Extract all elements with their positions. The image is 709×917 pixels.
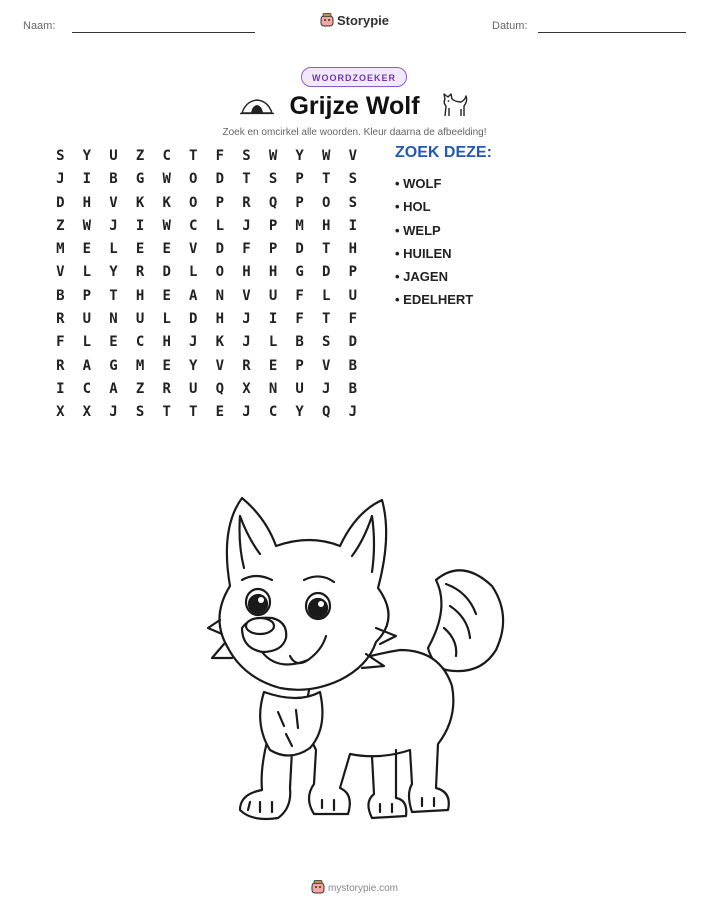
- grid-cell[interactable]: D: [162, 264, 171, 281]
- grid-cell[interactable]: O: [189, 194, 198, 211]
- grid-cell[interactable]: Y: [82, 148, 92, 164]
- grid-cell[interactable]: H: [348, 241, 358, 258]
- grid-cell[interactable]: L: [189, 264, 198, 281]
- grid-cell[interactable]: D: [215, 171, 225, 188]
- grid-cell[interactable]: J: [348, 404, 358, 421]
- grid-cell[interactable]: W: [162, 171, 171, 188]
- grid-cell[interactable]: C: [135, 334, 145, 351]
- grid-cell[interactable]: P: [295, 194, 304, 211]
- grid-cell[interactable]: N: [268, 380, 278, 397]
- grid-cell[interactable]: P: [82, 287, 92, 304]
- grid-row: [47, 238, 366, 261]
- word-list: [395, 144, 492, 312]
- date-line[interactable]: [538, 32, 686, 33]
- grid-cell[interactable]: P: [215, 194, 225, 211]
- grid-cell[interactable]: A: [109, 380, 118, 397]
- grid-row: [47, 308, 366, 331]
- word-list-item: • JAGEN: [395, 269, 448, 285]
- grid-cell[interactable]: T: [109, 287, 118, 304]
- grid-cell[interactable]: O: [189, 171, 198, 188]
- grid-cell[interactable]: E: [109, 334, 118, 351]
- grid-cell[interactable]: Q: [322, 404, 331, 421]
- grid-cell[interactable]: M: [56, 241, 65, 258]
- grid-cell[interactable]: L: [268, 334, 278, 351]
- grid-row: [47, 145, 366, 168]
- grid-cell[interactable]: F: [56, 334, 65, 351]
- grid-cell[interactable]: J: [242, 334, 251, 351]
- grid-cell[interactable]: A: [82, 357, 92, 374]
- grid-cell[interactable]: I: [82, 171, 92, 188]
- grid-cell[interactable]: Z: [135, 380, 145, 397]
- grid-cell[interactable]: Z: [135, 148, 145, 164]
- grid-cell[interactable]: K: [162, 194, 171, 211]
- grid-cell[interactable]: H: [322, 217, 331, 234]
- grid-cell[interactable]: W: [322, 148, 331, 164]
- grid-cell[interactable]: T: [162, 404, 171, 421]
- grid-cell[interactable]: J: [109, 217, 118, 234]
- grid-cell[interactable]: H: [162, 334, 171, 351]
- grid-cell[interactable]: S: [348, 194, 358, 211]
- grid-cell[interactable]: R: [135, 264, 145, 281]
- grid-cell[interactable]: E: [135, 241, 145, 258]
- grid-cell[interactable]: M: [135, 357, 145, 374]
- wolf-illustration[interactable]: [200, 488, 510, 833]
- grid-cell[interactable]: D: [56, 194, 65, 211]
- grid-cell[interactable]: L: [109, 241, 118, 258]
- grid-cell[interactable]: P: [268, 241, 278, 258]
- grid-cell[interactable]: G: [135, 171, 145, 188]
- grid-cell[interactable]: V: [322, 357, 331, 374]
- grid-cell[interactable]: Y: [295, 404, 304, 421]
- grid-cell[interactable]: O: [322, 194, 331, 211]
- grid-cell[interactable]: E: [215, 404, 225, 421]
- grid-row: [47, 192, 366, 215]
- grid-cell[interactable]: Z: [56, 217, 65, 234]
- grid-cell[interactable]: T: [242, 171, 251, 188]
- word-list-title: ZOEK DEZE:: [395, 144, 492, 161]
- grid-cell[interactable]: J: [109, 404, 118, 421]
- instructions: Zoek en omcirkel alle woorden. Kleur daarna de afbeelding!: [222, 127, 487, 138]
- grid-cell[interactable]: C: [268, 404, 278, 421]
- grid-cell[interactable]: O: [215, 264, 225, 281]
- grid-cell[interactable]: S: [135, 404, 145, 421]
- grid-cell[interactable]: T: [322, 311, 331, 328]
- grid-cell[interactable]: F: [348, 311, 358, 328]
- grid-cell[interactable]: K: [215, 334, 225, 351]
- grid-cell[interactable]: S: [56, 148, 65, 164]
- grid-cell[interactable]: B: [348, 357, 358, 374]
- grid-cell[interactable]: D: [322, 264, 331, 281]
- grid-cell[interactable]: N: [215, 287, 225, 304]
- grid-row: [47, 355, 366, 378]
- grid-cell[interactable]: S: [322, 334, 331, 351]
- grid-cell[interactable]: E: [82, 241, 92, 258]
- word-list-item: • WOLF: [395, 176, 442, 191]
- date-label: Datum:: [492, 20, 528, 32]
- grid-cell[interactable]: C: [82, 380, 92, 397]
- grid-cell[interactable]: J: [322, 380, 331, 397]
- grid-cell[interactable]: H: [82, 194, 92, 211]
- grid-cell[interactable]: T: [322, 171, 331, 188]
- grid-cell[interactable]: U: [82, 311, 92, 328]
- grid-cell[interactable]: T: [189, 148, 198, 164]
- grid-row: [47, 285, 366, 308]
- word-list-item: • WELP: [395, 222, 441, 238]
- grid-cell[interactable]: S: [348, 171, 358, 188]
- grid-cell[interactable]: Q: [215, 380, 225, 397]
- page-title: Grijze Wolf: [289, 92, 420, 120]
- grid-cell[interactable]: X: [242, 380, 251, 397]
- grid-cell[interactable]: H: [215, 311, 225, 328]
- grid-cell[interactable]: C: [189, 217, 198, 234]
- grid-cell[interactable]: W: [82, 217, 92, 234]
- grid-cell[interactable]: V: [215, 357, 225, 374]
- grid-cell[interactable]: J: [56, 171, 65, 188]
- grid-cell[interactable]: D: [189, 311, 198, 328]
- grid-cell[interactable]: B: [295, 334, 304, 351]
- grid-cell[interactable]: V: [56, 264, 65, 281]
- grid-cell[interactable]: D: [295, 241, 304, 258]
- grid-cell[interactable]: P: [295, 171, 304, 188]
- grid-cell[interactable]: V: [109, 194, 118, 211]
- storypie-logo-icon: [311, 880, 325, 894]
- grid-cell[interactable]: V: [242, 287, 251, 304]
- word-list-item: • EDELHERT: [395, 292, 474, 308]
- grid-cell[interactable]: P: [268, 217, 278, 234]
- grid-cell[interactable]: Y: [109, 264, 118, 281]
- grid-cell[interactable]: L: [322, 287, 331, 304]
- grid-cell[interactable]: E: [162, 357, 171, 374]
- grid-cell[interactable]: R: [56, 357, 65, 374]
- grid-cell[interactable]: I: [268, 311, 278, 328]
- grid-cell[interactable]: L: [82, 264, 92, 281]
- grid-cell[interactable]: I: [135, 217, 145, 234]
- grid-cell[interactable]: E: [162, 241, 171, 258]
- grid-row: [47, 401, 366, 424]
- grid-cell[interactable]: F: [295, 287, 304, 304]
- grid-cell[interactable]: S: [268, 171, 278, 188]
- grid-cell[interactable]: H: [242, 264, 251, 281]
- puzzle-type-badge: WOORDZOEKER: [301, 67, 407, 87]
- grid-cell[interactable]: W: [268, 148, 278, 164]
- grid-row: [47, 168, 366, 191]
- grid-cell[interactable]: N: [109, 311, 118, 328]
- grid-cell[interactable]: J: [242, 404, 251, 421]
- grid-cell[interactable]: U: [348, 287, 358, 304]
- grid-cell[interactable]: F: [295, 311, 304, 328]
- grid-cell[interactable]: A: [189, 287, 198, 304]
- grid-cell[interactable]: Q: [268, 194, 278, 211]
- grid-cell[interactable]: L: [215, 217, 225, 234]
- grid-cell[interactable]: G: [109, 357, 118, 374]
- grid-cell[interactable]: H: [268, 264, 278, 281]
- grid-cell[interactable]: E: [268, 357, 278, 374]
- grid-cell[interactable]: T: [322, 241, 331, 258]
- word-list-item: • HOL: [395, 199, 431, 215]
- brand-name: Storypie: [336, 13, 389, 28]
- grid-cell[interactable]: R: [162, 380, 171, 397]
- grid-cell[interactable]: Y: [189, 357, 198, 374]
- grid-cell[interactable]: F: [215, 148, 225, 164]
- grid-cell[interactable]: C: [162, 148, 171, 164]
- grid-cell[interactable]: K: [135, 194, 145, 211]
- grid-cell[interactable]: U: [295, 380, 304, 397]
- grid-cell[interactable]: I: [348, 217, 358, 234]
- grid-cell[interactable]: V: [189, 241, 198, 258]
- grid-row: [47, 215, 366, 238]
- grid-cell[interactable]: D: [348, 334, 358, 351]
- grid-row: [47, 331, 366, 354]
- grid-cell[interactable]: J: [242, 217, 251, 234]
- name-label: Naam:: [23, 20, 56, 32]
- grid-cell[interactable]: M: [295, 217, 304, 234]
- grid-cell[interactable]: J: [242, 311, 251, 328]
- grid-cell[interactable]: J: [189, 334, 198, 351]
- grid-cell[interactable]: E: [162, 287, 171, 304]
- grid-cell[interactable]: X: [56, 404, 65, 421]
- grid-cell[interactable]: B: [348, 380, 358, 397]
- grid-cell[interactable]: H: [135, 287, 145, 304]
- name-line[interactable]: [72, 32, 255, 33]
- grid-cell[interactable]: Y: [295, 148, 304, 164]
- grid-cell[interactable]: L: [82, 334, 92, 351]
- grid-cell[interactable]: F: [242, 241, 251, 258]
- grid-cell[interactable]: R: [242, 357, 251, 374]
- grid-cell[interactable]: P: [348, 264, 358, 281]
- grid-cell[interactable]: I: [56, 380, 65, 397]
- grid-cell[interactable]: B: [109, 171, 118, 188]
- footer-url[interactable]: mystorypie.com: [327, 883, 398, 894]
- wolf-icon: [437, 89, 469, 119]
- grid-cell[interactable]: L: [162, 311, 171, 328]
- word-search-grid[interactable]: [47, 145, 366, 425]
- brand: [0, 13, 709, 28]
- grid-row: [47, 378, 366, 401]
- grid-cell[interactable]: W: [162, 217, 171, 234]
- grid-row: [47, 261, 366, 284]
- footer: [0, 880, 709, 894]
- grid-cell[interactable]: X: [82, 404, 92, 421]
- grid-cell[interactable]: T: [189, 404, 198, 421]
- grid-cell[interactable]: U: [135, 311, 145, 328]
- grid-cell[interactable]: S: [242, 148, 251, 164]
- grid-cell[interactable]: B: [56, 287, 65, 304]
- grid-cell[interactable]: D: [215, 241, 225, 258]
- storypie-logo-icon: [320, 13, 334, 27]
- word-list-item: • HUILEN: [395, 245, 452, 261]
- grid-cell[interactable]: R: [242, 194, 251, 211]
- grid-cell[interactable]: U: [189, 380, 198, 397]
- grid-cell[interactable]: G: [295, 264, 304, 281]
- grid-cell[interactable]: R: [56, 311, 65, 328]
- grid-cell[interactable]: U: [268, 287, 278, 304]
- grid-cell[interactable]: U: [109, 148, 118, 164]
- grid-cell[interactable]: V: [348, 148, 358, 164]
- grid-cell[interactable]: P: [295, 357, 304, 374]
